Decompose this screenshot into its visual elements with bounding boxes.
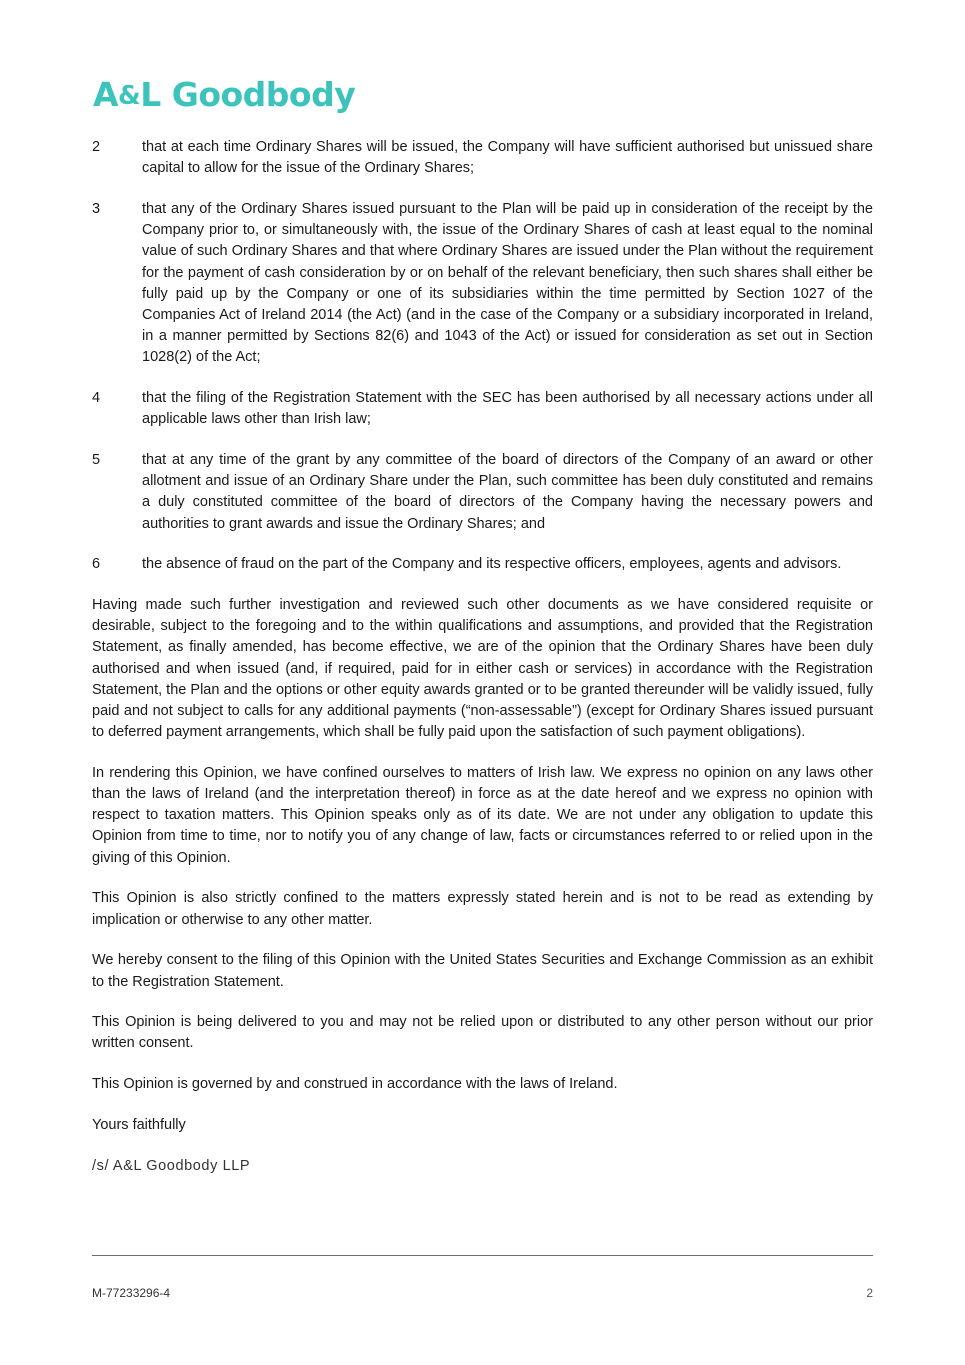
governing-law-paragraph: This Opinion is governed by and construed in accordance with the laws of Ireland. (92, 1076, 618, 1093)
item-number: 6 (92, 556, 101, 573)
logo-part1: A (93, 75, 119, 114)
reliance-paragraph: This Opinion is being delivered to you and may not be relied upon or distributed to any other person without our prior written consent. (92, 1014, 873, 1052)
assumption-item (92, 199, 873, 369)
item-text: that the filing of the Registration Statement with the SEC has been authorised by all necessary actions under all applicable laws other than Irish law; (142, 390, 873, 428)
assumption-item (92, 554, 873, 575)
item-text: that at each time Ordinary Shares will be issued, the Company will have sufficient authorised but unissued share capital to allow for the issue of the Ordinary Shares; (142, 139, 873, 177)
logo-part2: L Goodbody (140, 75, 356, 114)
item-number: 2 (92, 139, 101, 155)
item-text: that any of the Ordinary Shares issued pursuant to the Plan will be paid up in consideration of the receipt by the Company prior to, or simultaneously with, the issue of the Ordinary Shares of cash at least equal to the nominal value of such Ordinary Shares and that where Ordinary Shares are issued under the Plan without the requirement for the payment of cash consideration by or on behalf of the relevant beneficiary, then such shares shall either be fully paid up by the Company or one of its subsidiaries within the time permitted by Section 1027 of the Companies Act of Ireland 2014 (the Act) (and in the case of the Company or a subsidiary incorporated in Ireland, in a manner permitted by Sections 82(6) and 1043 of the Act) or issued for consideration as set out in Section 1028(2) of the Act; (142, 200, 873, 366)
page-number: 2 (866, 1286, 873, 1300)
assumption-item (92, 137, 873, 179)
letter-body (92, 137, 873, 1196)
opinion-paragraph: Having made such further investigation and reviewed such other documents as we have considered requisite or desirable, subject to the foregoing and to the within qualifications and assumptions, and provided that the Registration Statement, as finally amended, has become effective, we are of the opinion that the Ordinary Shares have been duly authorised and when issued (and, if required, paid for in either cash or services) in accordance with the Registration Statement, the Plan and the options or other equity awards granted or to be granted thereunder will be validly issued, fully paid and not subject to calls for any additional payments (“non-assessable”) (except for Ordinary Shares issued pursuant to deferred payment arrangements, which shall be fully paid upon the satisfaction of such payment obligations). (92, 596, 873, 741)
limitation-paragraph: This Opinion is also strictly confined to the matters expressly stated herein and is not to be read as extending by implication or otherwise to any other matter. (92, 890, 873, 928)
item-number: 3 (92, 200, 101, 217)
footer-divider (92, 1255, 873, 1256)
closing-salutation: Yours faithfully (92, 1116, 186, 1133)
item-number: 4 (92, 390, 101, 407)
assumption-item (92, 450, 873, 535)
assumption-item (92, 388, 873, 430)
item-text: the absence of fraud on the part of the Company and its respective officers, employees, agents and advisors. (142, 556, 842, 573)
signature: /s/ A&L Goodbody LLP (92, 1157, 251, 1174)
company-logo (93, 75, 356, 114)
item-text: that at any time of the grant by any committee of the board of directors of the Company of an award or other allotment and issue of an Ordinary Share under the Plan, such committee has been duly constituted and remains a duly constituted committee of the board of directors of the Company having the necessary powers and authorities to grant awards and issue the Ordinary Shares; and (142, 451, 873, 532)
logo-ampersand: & (118, 81, 141, 111)
item-number: 5 (92, 451, 101, 468)
consent-paragraph: We hereby consent to the filing of this Opinion with the United States Securities and Exchange Commission as an exhibit to the Registration Statement. (92, 952, 873, 990)
scope-paragraph: In rendering this Opinion, we have confined ourselves to matters of Irish law. We express no opinion on any laws other than the laws of Ireland (and the interpretation thereof) in force as at the date hereof and we express no opinion with respect to taxation matters. This Opinion speaks only as of its date. We are not under any obligation to update this Opinion from time to time, nor to notify you of any change of law, facts or circumstances referred to or relied upon in the giving of this Opinion. (92, 764, 873, 866)
document-reference: M-77233296-4 (92, 1286, 171, 1300)
